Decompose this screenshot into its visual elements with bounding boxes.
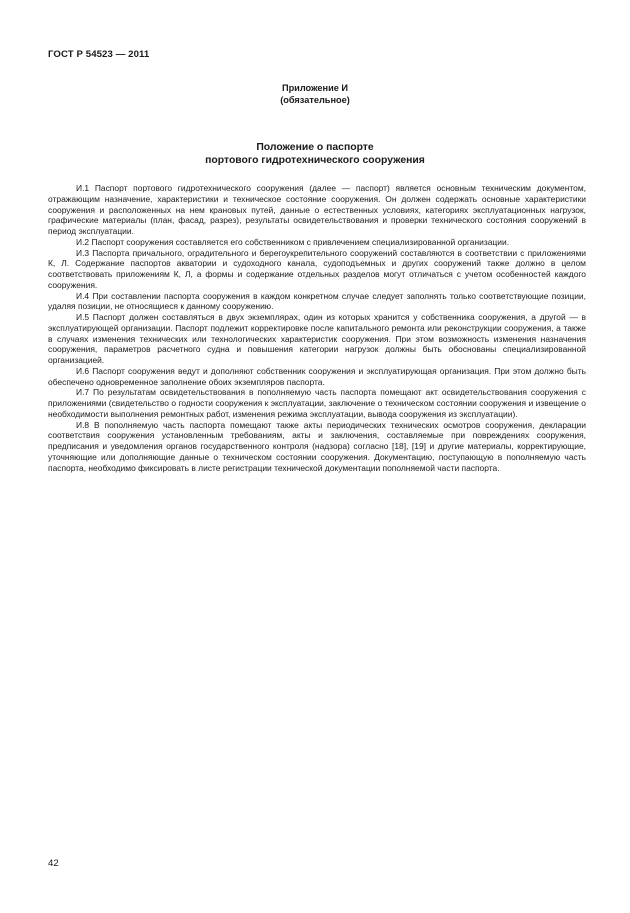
paragraph-i1: И.1 Паспорт портового гидротехнического сооружения (далее — паспорт) является основным техническим документом, отражающим назначение, характеристики и техническое состояние сооружения. Он должен содержать основные характеристики сооружения и расположенных на нем крановых путей, данные о естественных условиях, категориях эксплуатационных нагрузок, графические материалы (план, фасад, разрез), результаты освидетельствования и проверки технического состояния сооружений в период эксплуатации. (48, 183, 586, 236)
appendix-status: (обязательное) (280, 94, 350, 105)
appendix-heading (0, 83, 630, 106)
document-title-line-2: портового гидротехнического сооружения (205, 155, 425, 166)
paragraph-i2: И.2 Паспорт сооружения составляется его собственником с привлечением специализированной организации. (76, 236, 510, 247)
document-title-line-1: Положение о паспорте (256, 142, 374, 153)
page-header-standard: ГОСТ Р 54523 — 2011 (48, 49, 150, 60)
paragraph-i6: И.6 Паспорт сооружения ведут и дополняют собственник сооружения и эксплуатирующая организация. При этом должно быть обеспечено одновременное заполнение обоих экземпляров паспорта. (48, 365, 586, 387)
paragraph-i5: И.5 Паспорт должен составляться в двух экземплярах, один из которых хранится у собственника сооружения, а другой — в эксплуатирующей организации. Паспорт подлежит корректировке после капитального ремонта или реконструкции сооружения, а также в случаях изменения технических или технологических характеристик сооружения. При этом возможность изменения назначения сооружения, параметров расчетного судна и повышения категории нагрузок должны быть обоснованы специализированной организацией. (48, 312, 586, 365)
paragraph-i7: И.7 По результатам освидетельствования в пополняемую часть паспорта помещают акт освидетельствования сооружения с приложениями (свидетельство о годности сооружения к эксплуатации, заключение о техническом состоянии сооружения и извещение о необходимости выполнения ремонтных работ, изменения режима эксплуатации, вывода сооружения из эксплуатации). (48, 387, 586, 419)
paragraph-i4: И.4 При составлении паспорта сооружения в каждом конкретном случае следует заполнять только соответствующие позиции, удаляя позиции, не относящиеся к данному сооружению. (48, 290, 586, 312)
body-text (48, 183, 586, 473)
document-title (0, 141, 630, 167)
paragraph-i8: И.8 В пополняемую часть паспорта помещают также акты периодических технических осмотров сооружения, декларации соответствия сооружения установленным требованиям, акты и заключения, составляемые при повреждениях сооружения, предписания и уведомления органов государственного контроля (надзора) согласно [18], [19] и другие материалы, корректирующие, уточняющие или дополняющие данные о техническом состоянии сооружения. Документацию, поступающую в пополняемую часть паспорта, необходимо фиксировать в листе регистрации технической документации пополняемой части паспорта. (48, 419, 586, 473)
appendix-title: Приложение И (281, 83, 349, 93)
page-number: 42 (48, 858, 59, 869)
paragraph-i3: И.3 Паспорта причального, оградительного и берегоукрепительного сооружений составляются в соответствии с приложениями К, Л. Содержание паспортов акватории и судоходного канала, судоподъемных и других сооружений также должно в целом соответствовать приложениям К, Л, а формы и содержание отдельных разделов могут отличаться с учетом особенностей каждого сооружения. (48, 247, 586, 290)
